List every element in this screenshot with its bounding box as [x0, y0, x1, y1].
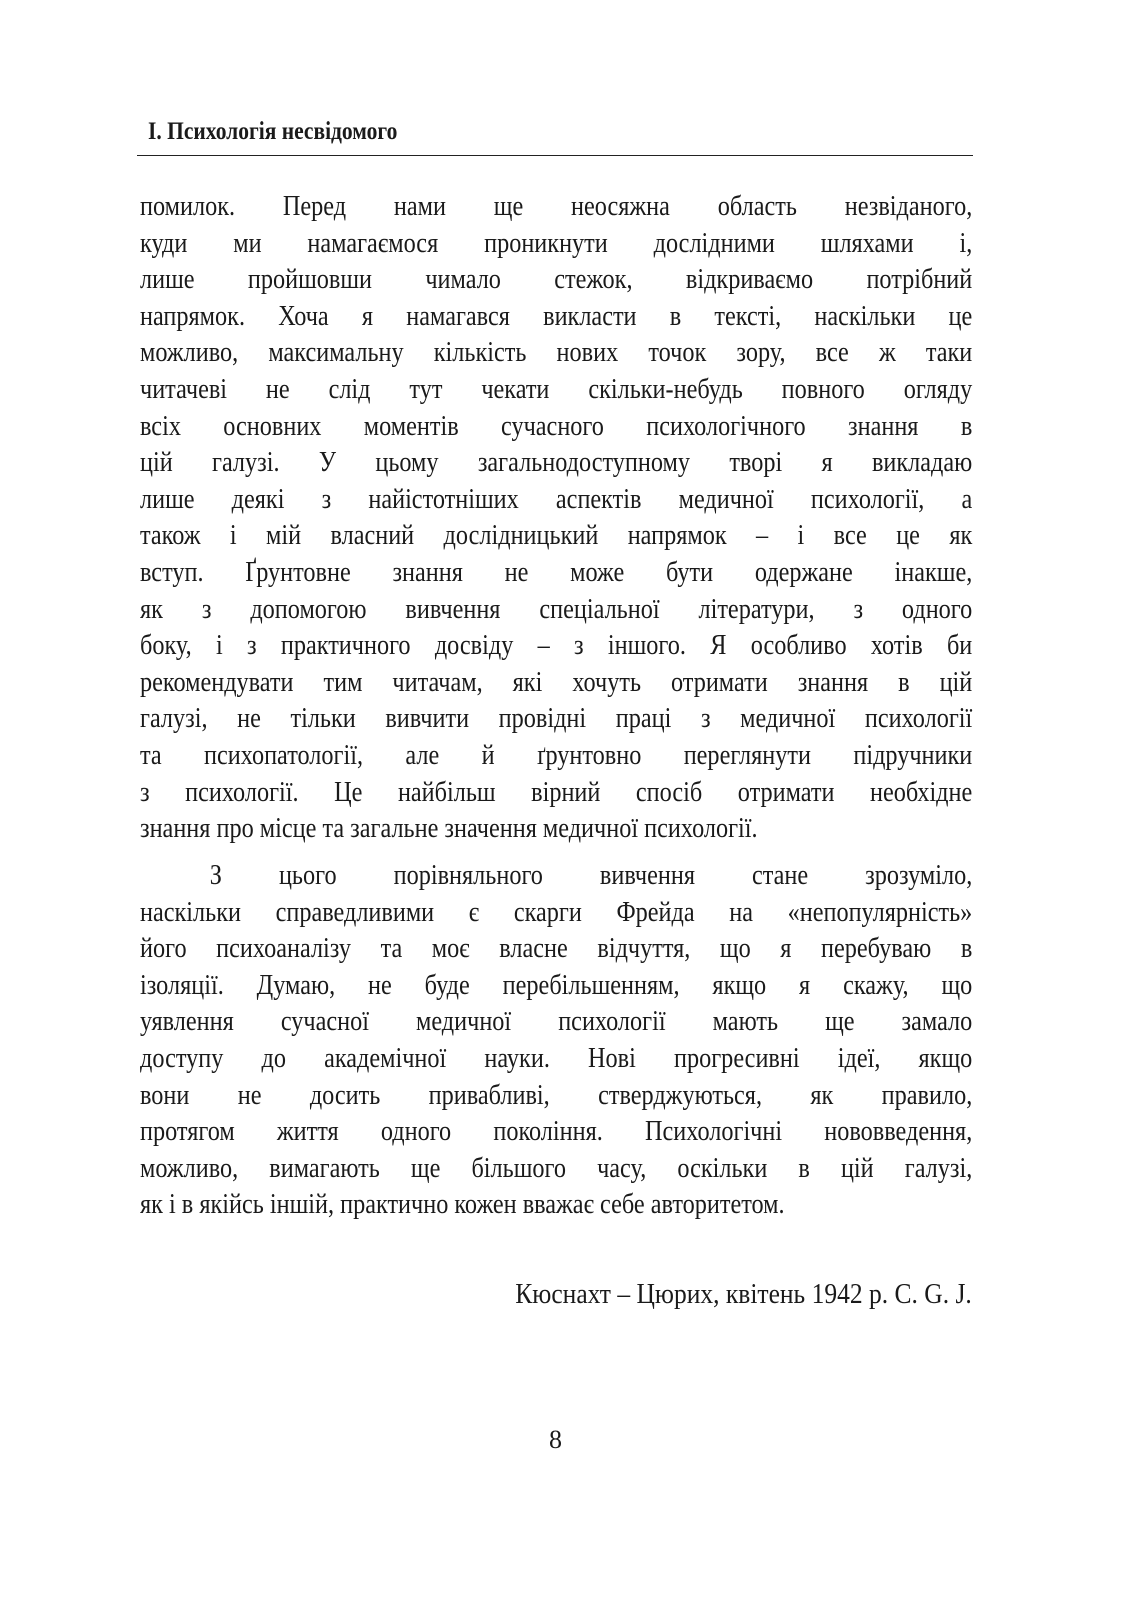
text-line-content: протягом життя одного покоління. Психологічні нововведення, — [140, 1116, 973, 1148]
text-line-content: доступу до академічної науки. Нові прогресивні ідеї, якщо — [140, 1042, 973, 1074]
text-line-content: та психопатології, але й ґрунтовно переглянути підручники — [140, 739, 973, 771]
paragraph-2 — [140, 858, 972, 1224]
text-line — [140, 335, 972, 372]
text-line — [140, 445, 972, 482]
text-line — [140, 1187, 972, 1224]
signature-line: Кюснахт – Цюрих, квітень 1942 р. C. G. J. — [515, 1278, 972, 1310]
text-line-content: боку, і з практичного досвіду – з іншого. Я особливо хотів би — [140, 630, 973, 662]
text-line — [140, 895, 972, 932]
text-line — [140, 1151, 972, 1188]
text-line — [140, 262, 972, 299]
text-line-content: рекомендувати тим читачам, які хочуть отримати знання в цій — [140, 666, 973, 698]
text-line-content: з психології. Це найбільш вірний спосіб отримати необхідне — [140, 776, 973, 808]
text-line-content: можливо, максимальну кількість нових точок зору, все ж таки — [140, 337, 973, 369]
text-line — [140, 1078, 972, 1115]
text-line-content: як з допомогою вивчення спеціальної літератури, з одного — [140, 593, 973, 625]
text-line-content: його психоаналізу та моє власне відчуття, що я перебуваю в — [140, 933, 973, 965]
text-line-content: всіх основних моментів сучасного психологічного знання в — [140, 410, 973, 442]
text-line-content: знання про місце та загальне значення медичної психології. — [140, 813, 758, 845]
text-line-content: вони не досить привабливі, стверджуються, як правило, — [140, 1079, 973, 1111]
text-line — [140, 482, 972, 519]
page-number: 8 — [549, 1425, 562, 1454]
text-line — [140, 592, 972, 629]
text-line-content: напрямок. Хоча я намагався викласти в тексті, наскільки це — [140, 300, 973, 332]
text-line-content: лише пройшовши чимало стежок, відкриваємо потрібний — [140, 264, 973, 296]
text-line — [140, 811, 972, 848]
text-line — [140, 665, 972, 702]
text-line — [140, 189, 972, 226]
text-line — [140, 409, 972, 446]
text-line — [140, 738, 972, 775]
text-line-content: галузі, не тільки вивчити провідні праці з медичної психології — [140, 703, 973, 735]
text-line-content: уявлення сучасної медичної психології мають ще замало — [140, 1006, 973, 1038]
text-line — [140, 775, 972, 812]
text-line — [140, 1114, 972, 1151]
text-line-content: також і мій власний дослідницький напрямок – і все це як — [140, 520, 973, 552]
text-line — [140, 931, 972, 968]
text-line-content: читачеві не слід тут чекати скільки-небудь повного огляду — [140, 373, 973, 405]
text-line-content: куди ми намагаємося проникнути дослідними шляхами і, — [140, 227, 973, 259]
text-line — [140, 518, 972, 555]
paragraph-1 — [140, 189, 972, 848]
text-line-content: ізоляції. Думаю, не буде перебільшенням, якщо я скажу, що — [140, 969, 973, 1001]
text-line-content: як і в якійсь іншій, практично кожен вважає себе авторитетом. — [140, 1189, 785, 1221]
text-line — [140, 1004, 972, 1041]
text-line-content: лише деякі з найістотніших аспектів медичної психології, а — [140, 483, 973, 515]
text-line-content: цій галузі. У цьому загальнодоступному творі я викладаю — [140, 447, 973, 479]
text-line — [140, 858, 972, 895]
text-line — [140, 628, 972, 665]
text-line-content: можливо, вимагають ще більшого часу, оскільки в цій галузі, — [140, 1152, 973, 1184]
text-line-content: З цього порівняльного вивчення стане зрозуміло, — [209, 860, 973, 891]
text-line-content: наскільки справедливими є скарги Фрейда на «непопулярність» — [140, 896, 973, 928]
header-rule — [137, 155, 973, 156]
text-line — [140, 1041, 972, 1078]
running-header: І. Психологія несвідомого — [148, 118, 398, 145]
text-line — [140, 968, 972, 1005]
text-line-content: помилок. Перед нами ще неосяжна область незвіданого, — [140, 191, 973, 222]
text-line — [140, 555, 972, 592]
text-line — [140, 701, 972, 738]
text-line — [140, 299, 972, 336]
text-line-content: вступ. Ґрунтовне знання не може бути одержане інакше, — [140, 556, 973, 588]
text-line — [140, 372, 972, 409]
text-line — [140, 226, 972, 263]
